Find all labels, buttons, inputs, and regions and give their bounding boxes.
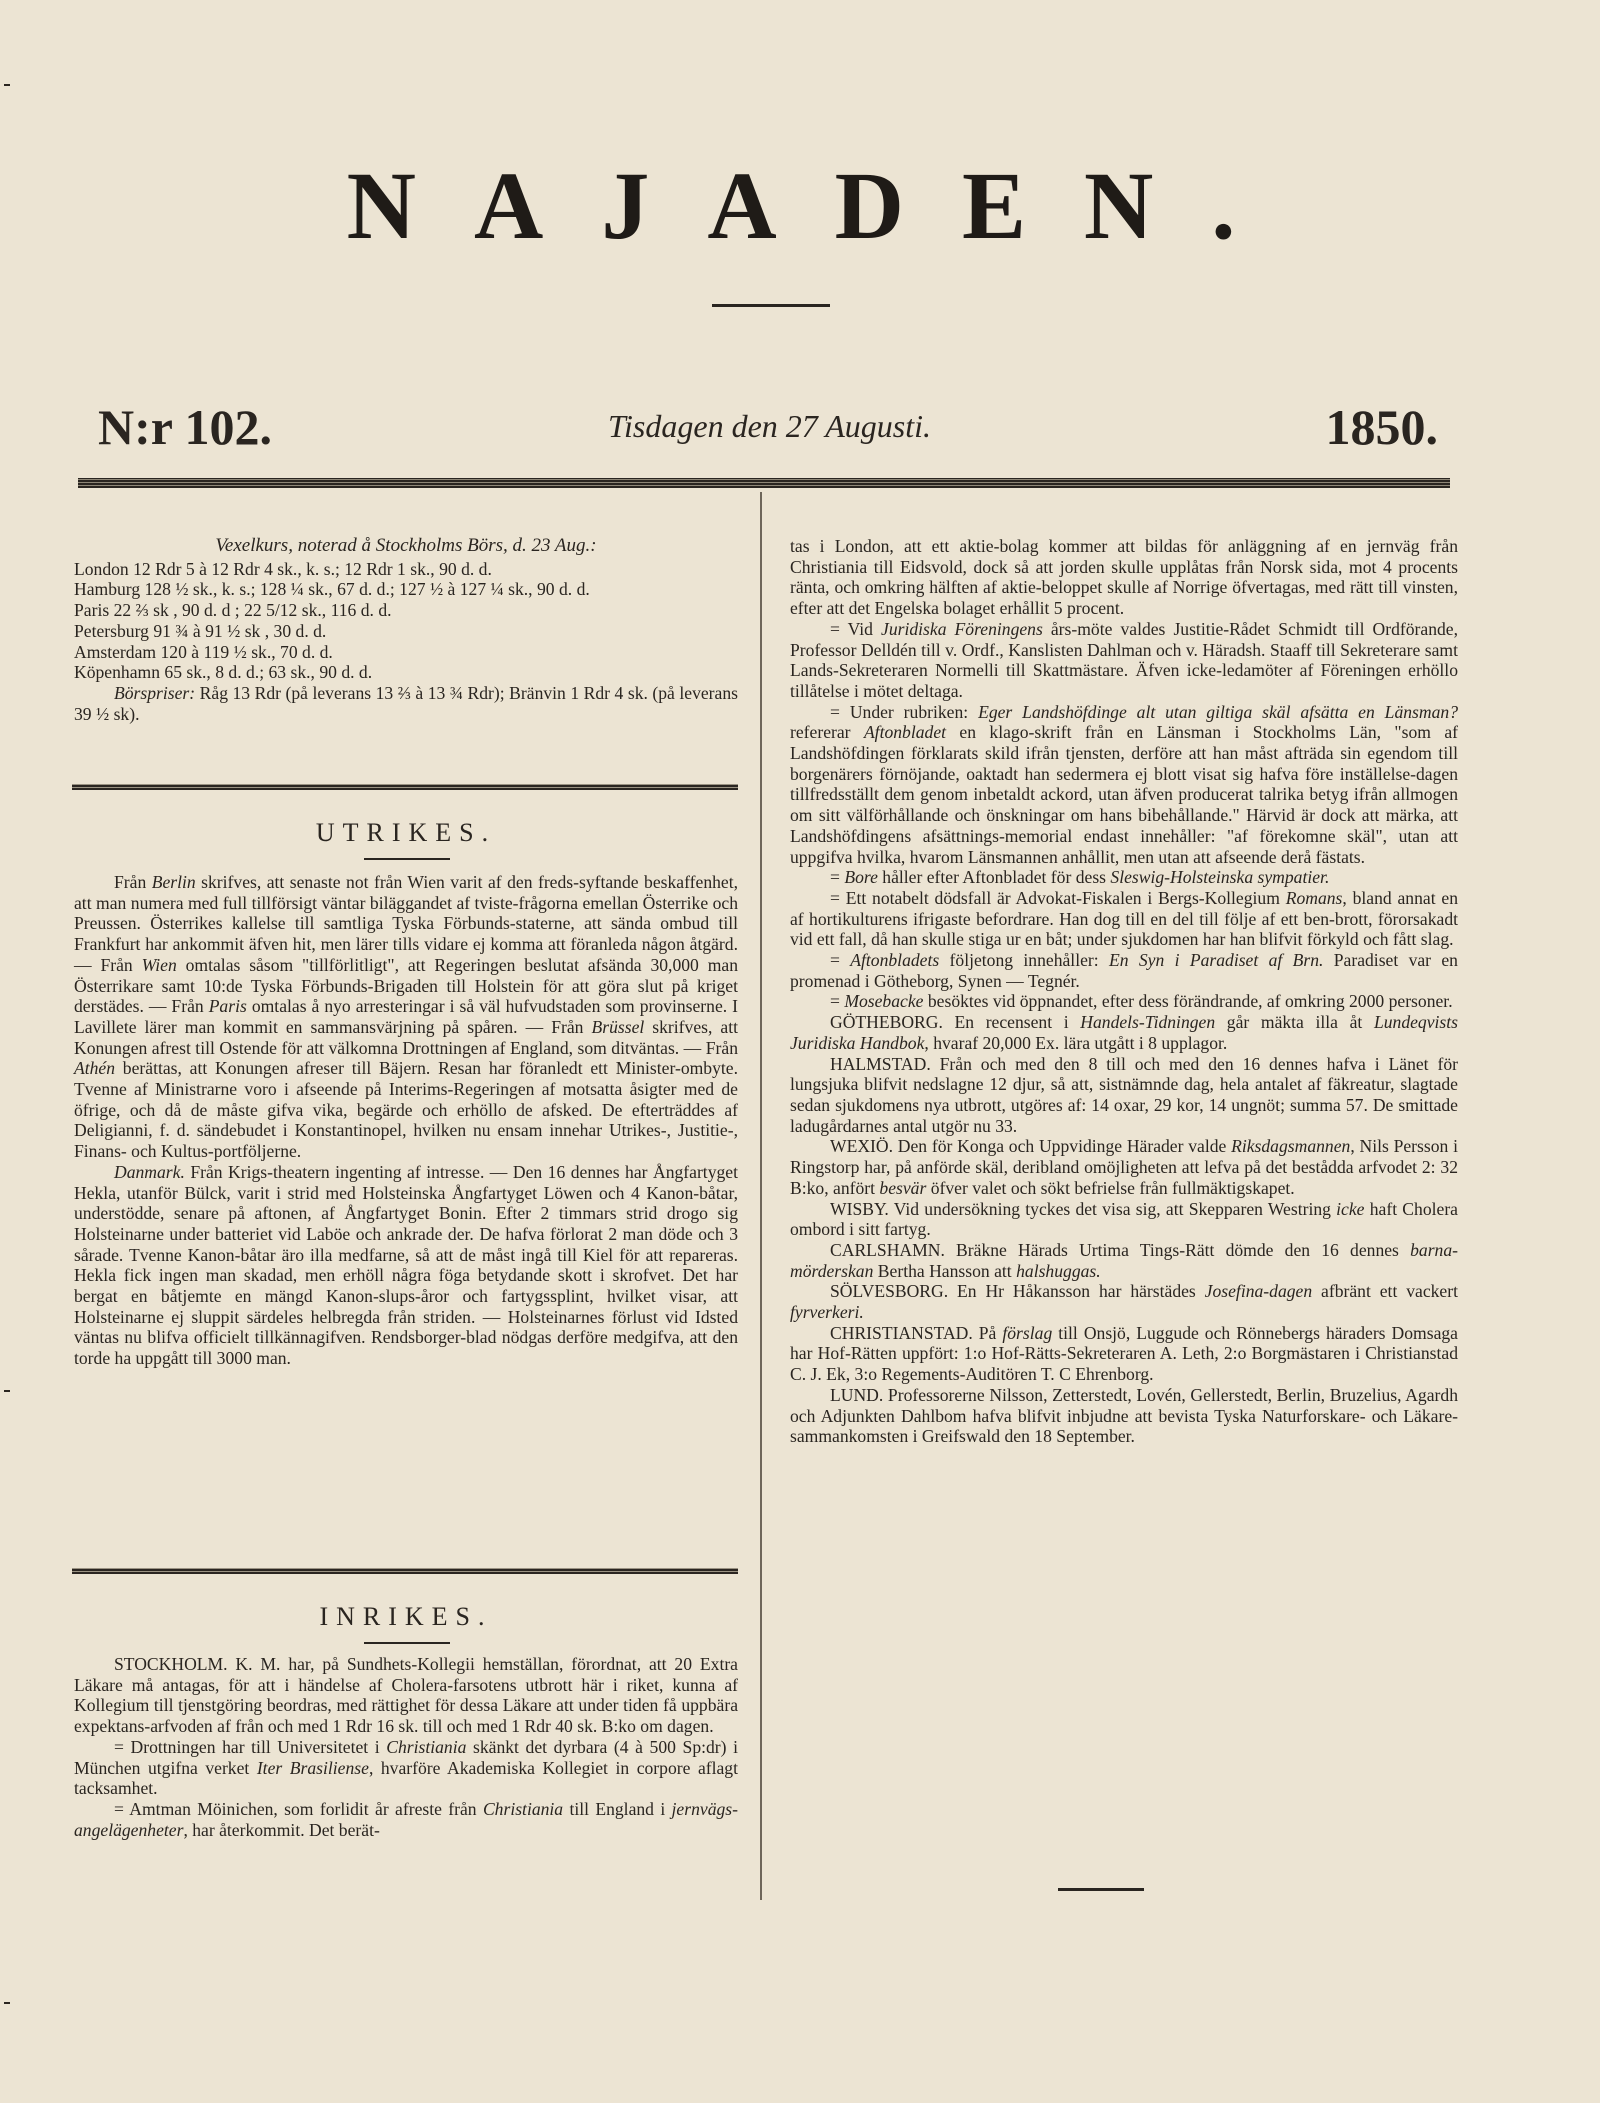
text-run: Bertha Hansson att xyxy=(873,1260,1017,1281)
text-run: Paradiset var en promenad i Götheborg, Synen — Tegnér. xyxy=(790,950,1458,991)
right-column xyxy=(790,536,1458,1447)
text-run: = xyxy=(830,950,851,971)
emphasis: Bore xyxy=(844,867,878,888)
text-run: omtalas såsom "tillförlitligt", att Regeringen beslutat afsända 30,000 man Österrikare samt 10:de Tyska Förbunds-Brigaden till Holstein för att göra slut på kriget derstädes. — Från xyxy=(74,954,738,1017)
text-run: öfver valet och sökt befrielse från fullmäktigskapet. xyxy=(926,1177,1295,1198)
text-run: = Under rubriken: xyxy=(830,701,979,722)
text-run: Från xyxy=(114,872,152,892)
place-name: Athén xyxy=(74,1058,116,1079)
exchange-line: Petersburg 91 ¾ à 91 ½ sk , 30 d. d. xyxy=(74,620,327,641)
text-run: haft Cholera ombord i sitt fartyg. xyxy=(790,1198,1458,1240)
text-run: Från Krigs-theatern ingenting af intresse. — Den 16 dennes har Ångfartyget Hekla, utanför Bülck, varit i strid med Holsteinska Ångfartyget Löwen och 4 Kanon-båtar, understödde, senare på aftonen, af Ångfartyget Bonin. Efter 2 timmars strid drogo sig Holsteinarne under batteriet vid Laböe och ankrade der. De hafva förlorat 2 man döde och 3 sårade. Tvenne Kanon-båtar äro illa medfarne, så att de måst ingå till Kiel för att repareras. Hekla fick ingen man skadad, men erhöll några föga betydande skott i skrofvet. Det har bergat en båtjemte en mängd Kanon-slups-åror och fartygssplint, hvilket visar, att Holsteinarne ej sluppit särdeles helbregda från striden. — Holsteinarnes förlust vid Idsted väntas nu blifva officielt tillkännagifven. Rendsborger-blad nödgas derföre medgifva, att den torde ha uppgått till 3000 man. xyxy=(74,1161,738,1369)
exchange-heading: Vexelkurs, noterad å Stockholms Börs, d. 23 Aug.: xyxy=(215,535,597,556)
issue-number: N:r 102. xyxy=(98,399,273,455)
text-run: CARLSHAMN. Bräkne Härads Urtima Tings-Rätt dömde den 16 dennes xyxy=(830,1239,1411,1260)
inrikes-paragraph: STOCKHOLM. K. M. har, på Sundhets-Kollegii hemställan, förordnat, att 20 Extra Läkare må antagas, för att i händelse af Cholera-farsotens utbrott här i riket, kunna af Kollegium till tjenstgöring beordras, med rättighet för dessa Läkare att under tiden få uppbära expektans-arfvoden af från och med 1 Rdr 16 sk. till och med 1 Rdr 40 sk. B:ko om dagen. xyxy=(74,1654,738,1737)
emphasis: Aftonbladet xyxy=(863,722,947,743)
edge-mark xyxy=(4,84,10,86)
inrikes-heading: INRIKES. xyxy=(319,1602,493,1631)
place-name: Wien xyxy=(141,954,177,975)
edge-mark xyxy=(4,2002,10,2004)
text-run: = Amtman Möinichen, som forlidit år afreste från xyxy=(114,1798,483,1819)
exchange-line: Paris 22 ⅔ sk , 90 d. d ; 22 5/12 sk., 116 d. d. xyxy=(74,600,392,621)
news-paragraph xyxy=(790,1012,1458,1053)
text-run: följetong innehåller: xyxy=(939,950,1109,971)
text-run: håller efter Aftonbladet för dess xyxy=(877,867,1111,888)
emphasis: besvär xyxy=(879,1177,927,1198)
text-run: = xyxy=(830,991,845,1012)
issue-date: Tisdagen den 27 Augusti. xyxy=(608,408,931,444)
place-name: Christiania xyxy=(482,1798,564,1819)
utrikes-heading: UTRIKES. xyxy=(315,818,497,847)
text-run: , Nils Persson i Ringstorp har, på anförde skäl, deribland omöjligheten att lefva på det bestådda arfvodet 2: 32 B:ko, anfört xyxy=(790,1136,1458,1198)
utrikes-end-rule xyxy=(72,1568,738,1574)
inrikes-rule xyxy=(364,1642,450,1644)
emphasis: icke xyxy=(1336,1198,1365,1219)
text-run: , hvaraf 20,000 Ex. lära utgått i 8 upplagor. xyxy=(924,1032,1228,1053)
text-run: omtalas å nyo arresteringar i så väl hufvudstaden som provinserne. I Lavillete lärer man kommit en sammansvärjning på spåren. — Från xyxy=(74,996,738,1037)
text-run: till England i xyxy=(563,1798,672,1819)
text-run: till Onsjö, Luggude och Rönnebergs häraders Domsaga har Hof-Rätten uppfört: 1:o Hof-Rätts-Sekreteraren A. Leth, 2:o Borgmästaren i Christianstad C. J. Ek, 3:o Regements-Auditören T. C Ehrenborg. xyxy=(790,1322,1458,1385)
place-name: Berlin xyxy=(151,872,196,892)
news-paragraph xyxy=(790,702,1458,868)
place-name: Brüssel xyxy=(591,1016,645,1037)
news-paragraph: tas i London, att ett aktie-bolag kommer att bildas för anläggning af en jernväg från Christiania till Eidsvold, dock så att jorden skulle upplåtas från Norsk sida, mot 4 procents ränta, och omkring hälften af aktie-beloppet skulle af Norrige öfvertagas, med rätt till vinsten, efter att det Engelska bolaget erhållit 5 procent. xyxy=(790,536,1458,619)
emphasis: En Syn i Paradiset af Brn. xyxy=(1108,950,1324,971)
news-paragraph xyxy=(790,991,1458,1012)
emphasis: halshuggas. xyxy=(1016,1260,1101,1281)
inrikes-paragraph xyxy=(74,1737,738,1799)
text-run: = Drottningen har till Universitetet i xyxy=(114,1736,387,1757)
text-run: SÖLVESBORG. En Hr Håkansson har härstädes xyxy=(830,1281,1205,1302)
news-paragraph xyxy=(790,1323,1458,1385)
exchange-rule xyxy=(72,784,738,790)
news-paragraph xyxy=(790,950,1458,991)
utrikes-section xyxy=(74,872,738,1369)
place-name: Paris xyxy=(208,996,247,1017)
text-run: refererar xyxy=(790,722,864,743)
masthead-title: NAJADEN. xyxy=(346,152,1294,259)
text-run: , hvarföre Akademiska Kollegiet in corpore aflagt tacksamhet. xyxy=(74,1757,738,1799)
exchange-prices xyxy=(74,683,738,724)
emphasis: Handels-Tidningen xyxy=(1080,1012,1216,1033)
text-run: , har återkommit. Det berät- xyxy=(183,1819,380,1840)
masthead-rule xyxy=(712,304,830,307)
exchange-line: Hamburg 128 ½ sk., k. s.; 128 ¼ sk., 67 d. d.; 127 ½ à 127 ¼ sk., 90 d. d. xyxy=(74,579,590,600)
header-rule xyxy=(78,478,1450,488)
emphasis: förslag xyxy=(1002,1322,1053,1343)
text-run: berättas, att Konungen afreser till Bäjern. Resan har föranledt ett Minister-ombyte. Tvenne af Ministrarne voro i afseende på Interims-Regeringen af motsatta åsigter med de öfrige, och då de måste gifva vika, begärde och erhöllo de afsked. De efterträddes af Deligianni, f. d. sändebudet i Konstantinopel, hvilken nu ensam innehar Utrikes-, Justitie-, Finans- och Kultus-portföljerne. xyxy=(74,1058,738,1162)
emphasis: barna-mörderskan xyxy=(790,1239,1458,1281)
book-title: Iter Brasiliense xyxy=(256,1757,369,1778)
emphasis: Juridiska Föreningens xyxy=(881,618,1043,639)
text-run: , bland annat en af hortikulturens ifrigaste befordrare. Han dog till en del till följe af ett ben-brott, förorsakadt vid ett fall, då han skulle stiga ur en båt; under sjukdomen har han blifvit förkyld och fått slag. xyxy=(790,887,1458,950)
prices-label: Börspriser: xyxy=(114,682,196,703)
exchange-block xyxy=(74,536,738,724)
news-paragraph xyxy=(790,888,1458,950)
news-paragraph xyxy=(790,1240,1458,1281)
text-run: CHRISTIANSTAD. På xyxy=(830,1322,1003,1343)
end-rule xyxy=(1058,1888,1144,1891)
emphasis: fyrverkeri. xyxy=(790,1302,864,1323)
text-run: afbränt ett vackert xyxy=(1312,1281,1458,1302)
text-run: = Vid xyxy=(830,618,882,639)
inrikes-paragraph xyxy=(74,1799,738,1840)
emphasis: Lundeqvists Juridiska Handbok xyxy=(790,1012,1458,1053)
text-run: WEXIÖ. Den för Konga och Uppvidinge Härader valde xyxy=(830,1136,1232,1157)
text-run: besöktes vid öppnandet, efter dess förändrande, af omkring 2000 personer. xyxy=(923,991,1453,1012)
exchange-line: London 12 Rdr 5 à 12 Rdr 4 sk., k. s.; 12 Rdr 1 sk., 90 d. d. xyxy=(74,558,492,579)
text-run: skrifves, att senaste not från Wien varit af den freds-syftande beskaffenhet, att man numera med full tillförsigt väntar biläggandet af tviste-frågorna emellan Österrike och Preussen. Österrikes kallelse till samtliga Tyska Förbunds-staterne, att sända ombud till Frankfurt har ankommit äfven hit, men lärer tills vidare ej komma att föranleda någon åtgärd. — Från xyxy=(74,872,739,975)
text-run: skänkt det dyrbara (4 à 500 Sp:dr) i München utgifna verket xyxy=(74,1736,738,1778)
news-paragraph xyxy=(790,1281,1458,1322)
text-run: års-möte valdes Justitie-Rådet Schmidt till Ordförande, Professor Delldén till v. Ordf., Kanslisten Dahlman och v. Häradsh. Staaff till Sekreterare samt Lands-Sekreteraren Normelli till Skattmästare. Äfven icke-ledamöter af Föreningen erhöllo tillåtelse i mötet deltaga. xyxy=(790,618,1458,701)
text-run: en klago-skrift från en Länsman i Stockholms Län, "som af Landshöfdingen förklarats skild ifrån tjensten, derföre att han måst afträda sin egendom till borgenärers förnöjande, oaktadt han sedermera ej blott visat sig hafva före inställelse-dagen tillfredsställt dem genom inbetaldt ackord, utan äfven producerat talrika betyg ifrån allmogen om sitt välförhållande och önskningar om hans bibehållande." Härvid är dock att märka, att Landshöfdingens afsättnings-memorial endast innehåller: "af förekomne skäl", utan att uppgifva hvilka, hvarom Länsmannen anhållit, men utan att afseende derå fästats. xyxy=(790,722,1458,867)
issue-row xyxy=(98,398,1438,458)
edge-mark xyxy=(4,1390,10,1392)
issue-year: 1850. xyxy=(1325,399,1438,455)
news-paragraph: LUND. Professorerne Nilsson, Zetterstedt, Lovén, Gellerstedt, Berlin, Bruzelius, Agardh och Adjunkten Dahlbom hafva blifvit inbjudne att bevista Tyska Naturforskare- och Läkare-sammankomsten i Greifswald den 18 September. xyxy=(790,1384,1458,1447)
emphasis: Eger Landshöfdinge alt utan giltiga skäl afsätta en Länsman? xyxy=(978,701,1458,722)
utrikes-paragraph xyxy=(74,872,738,1162)
emphasis: jernvägs-angelägenheter xyxy=(74,1798,738,1840)
exchange-line: Amsterdam 120 à 119 ½ sk., 70 d. d. xyxy=(74,641,333,662)
emphasis: Sleswig-Holsteinska sympatier. xyxy=(1110,867,1330,888)
news-paragraph xyxy=(790,619,1458,702)
emphasis: Romans xyxy=(1285,887,1343,908)
utrikes-paragraph xyxy=(74,1162,738,1369)
text-run: skrifves, att Konungen afrest till Ostende för att välkomna Drottningen af England, som ditväntas. — Från xyxy=(74,1016,738,1058)
text-run: går mäkta illa åt xyxy=(1215,1012,1374,1033)
column-divider xyxy=(760,492,762,1900)
text-run: GÖTHEBORG. En recensent i xyxy=(830,1012,1081,1033)
text-run: WISBY. Vid undersökning tyckes det visa sig, att Skepparen Westring xyxy=(830,1198,1337,1219)
exchange-line: Köpenhamn 65 sk., 8 d. d.; 63 sk., 90 d. d. xyxy=(74,662,373,683)
utrikes-rule xyxy=(364,858,450,860)
prices-text: Råg 13 Rdr (på leverans 13 ⅔ à 13 ¾ Rdr); Bränvin 1 Rdr 4 sk. (på leverans 39 ½ sk). xyxy=(74,682,738,724)
emphasis: Mosebacke xyxy=(844,991,924,1012)
emphasis: Josefina-dagen xyxy=(1204,1281,1313,1302)
emphasis: Riksdagsmannen xyxy=(1231,1136,1351,1157)
news-paragraph xyxy=(790,1136,1458,1198)
text-run: = Ett notabelt dödsfall är Advokat-Fiskalen i Bergs-Kollegium xyxy=(830,887,1286,908)
news-paragraph: HALMSTAD. Från och med den 8 till och med den 16 dennes hafva i Länet för lungsjuka blifvit nedslagne 12 djur, så att, sistnämnde dag, hela antalet af fäkreatur, slagtade sedan sjukdomens nya utbrott, utgöres af: 14 oxar, 29 kor, 14 ungnöt; summa 57. De smittade ladugårdarnes antal utgör nu 33. xyxy=(790,1053,1458,1136)
inrikes-section xyxy=(74,1654,738,1840)
place-name: Christiania xyxy=(386,1736,467,1757)
text-run: = xyxy=(830,867,845,888)
emphasis: Aftonbladets xyxy=(850,950,940,971)
news-paragraph xyxy=(790,867,1458,888)
news-paragraph xyxy=(790,1199,1458,1240)
place-name: Danmark. xyxy=(114,1161,185,1182)
